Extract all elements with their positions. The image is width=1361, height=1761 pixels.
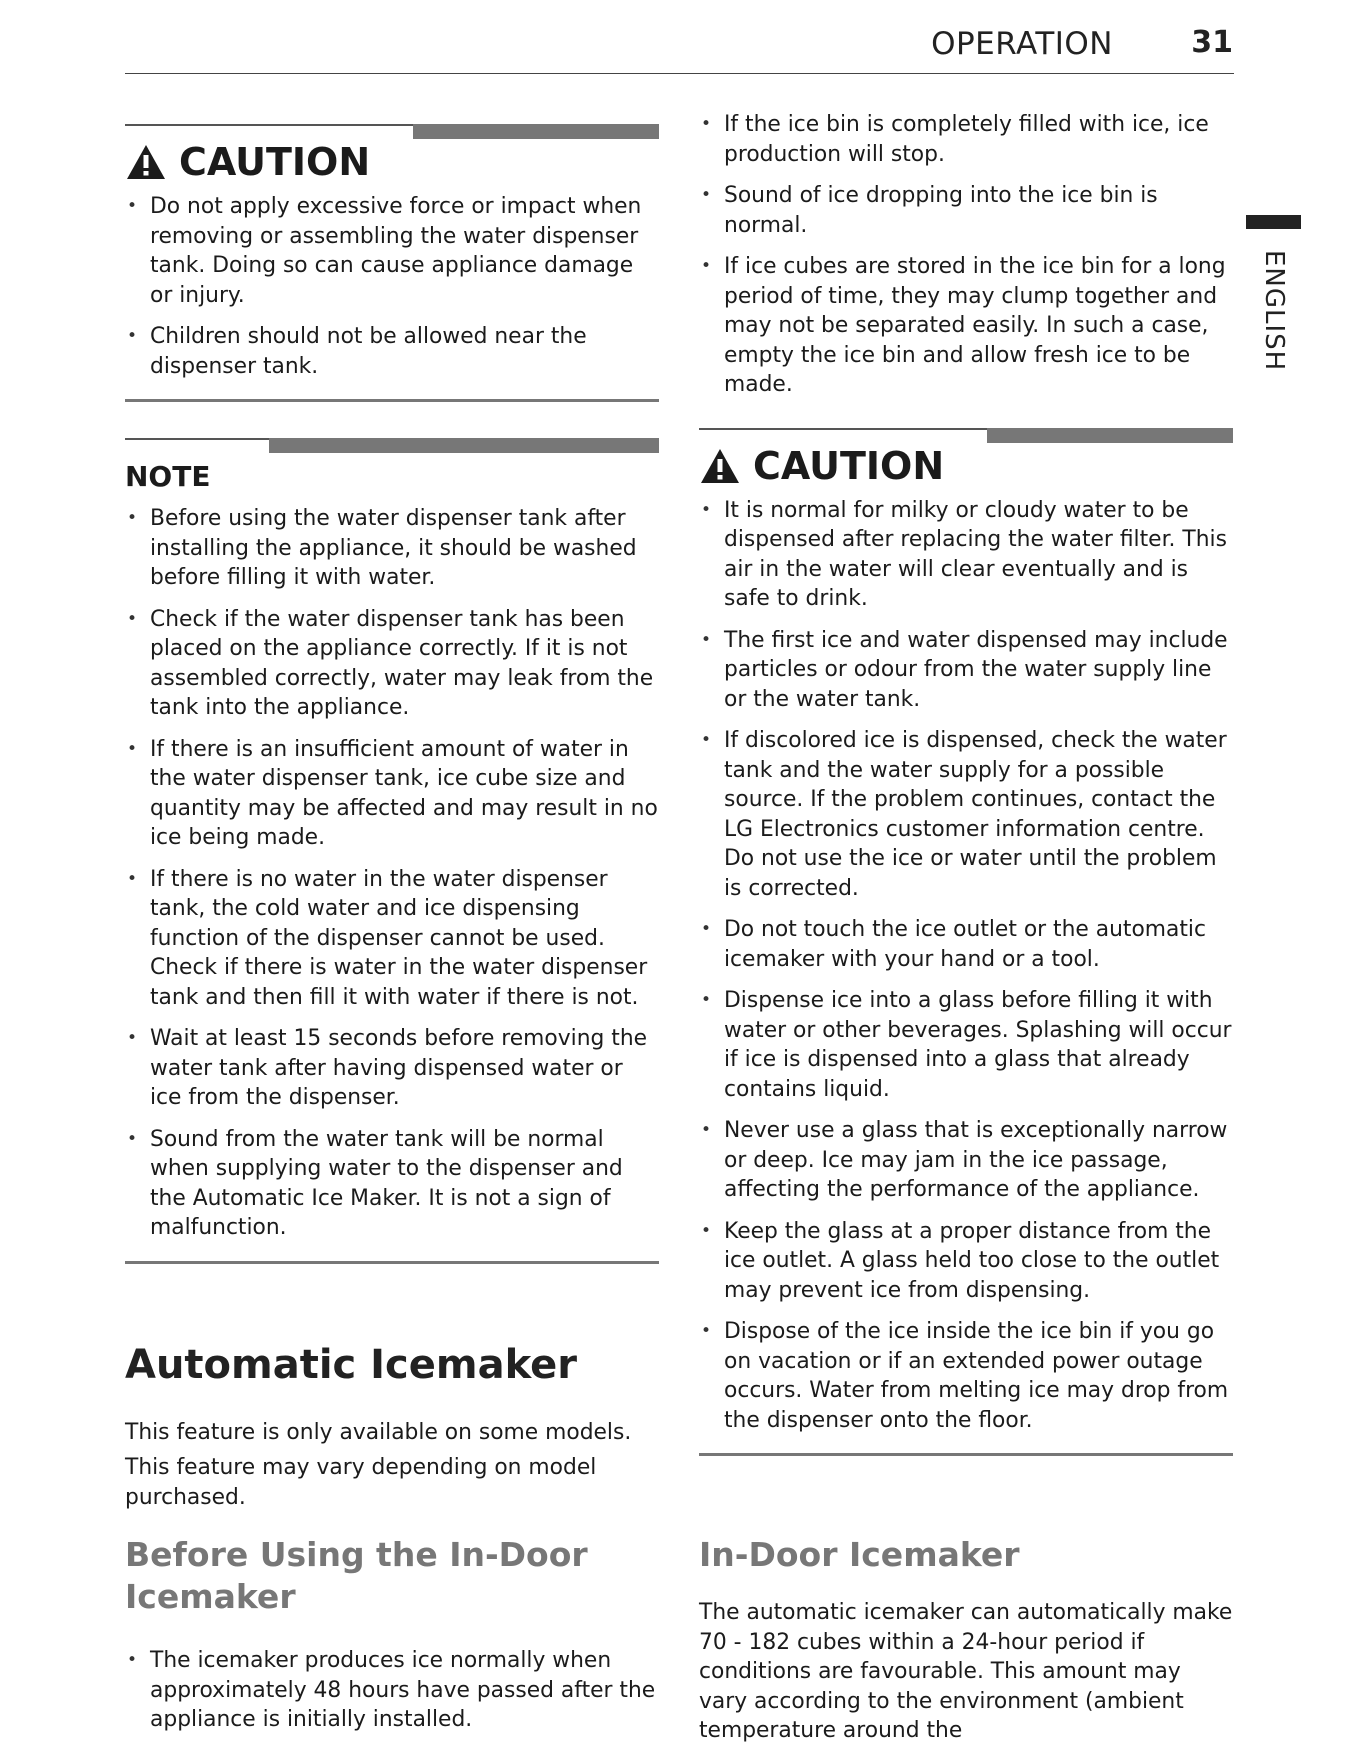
- caution-box-bottom-rule: [125, 399, 659, 402]
- left-column: [125, 122, 659, 1747]
- list-item: • If the ice bin is completely filled with ice, ice production will stop.: [699, 110, 1233, 169]
- caution-list: [699, 496, 1233, 1436]
- list-item: • If ice cubes are stored in the ice bin for a long period of time, they may clump together and may not be separated easily. In such a case, empty the ice bin and allow fresh ice to be made.: [699, 252, 1233, 400]
- caution-heading-text: CAUTION: [179, 140, 371, 184]
- caution-heading: [699, 444, 1233, 488]
- model-variation-paragraph: This feature may vary depending on model purchased.: [125, 1455, 597, 1510]
- page-number: 31: [1191, 25, 1233, 60]
- caution-box-bottom-rule: [699, 1453, 1233, 1456]
- language-tab: ENGLISH: [1259, 250, 1289, 372]
- caution-box-top-rule: [699, 426, 1233, 442]
- caution-box-top-rule: [125, 122, 659, 138]
- before-using-title: Before Using the In-Door Icemaker: [125, 1535, 588, 1616]
- availability-paragraph: This feature is only available on some models.: [125, 1419, 632, 1445]
- list-item: • Check if the water dispenser tank has been placed on the appliance correctly. If it is not assembled correctly, water may leak from the tank into the appliance.: [125, 605, 659, 723]
- note-box-top-rule: [125, 436, 659, 452]
- ice-bin-list: [699, 110, 1233, 400]
- section-title: OPERATION: [931, 26, 1113, 62]
- list-item: • Wait at least 15 seconds before removing the water tank after having dispensed water or ice from the dispenser.: [125, 1024, 659, 1113]
- list-item: • Children should not be allowed near the dispenser tank.: [125, 322, 659, 381]
- list-item: • Dispense ice into a glass before filling it with water or other beverages. Splashing will occur if ice is dispensed into a glass that already contains liquid.: [699, 986, 1233, 1104]
- list-item: • If there is an insufficient amount of water in the water dispenser tank, ice cube size and quantity may be affected and may result in no ice being made.: [125, 735, 659, 853]
- list-item: • If there is no water in the water dispenser tank, the cold water and ice dispensing function of the dispenser cannot be used. Check if there is water in the water dispenser tank and then fill it with water if there is not.: [125, 865, 659, 1013]
- before-using-list: [125, 1646, 659, 1735]
- list-item: • Never use a glass that is exceptionally narrow or deep. Ice may jam in the ice passage, affecting the performance of the appliance.: [699, 1116, 1233, 1205]
- note-box-bottom-rule: [125, 1261, 659, 1264]
- note-list: [125, 504, 659, 1243]
- caution-list: [125, 192, 659, 381]
- list-item: • The icemaker produces ice normally when approximately 48 hours have passed after the appliance is initially installed.: [125, 1646, 659, 1735]
- header-divider: [125, 73, 1234, 74]
- caution-box-2: [699, 426, 1233, 1457]
- warning-triangle-icon: [699, 447, 741, 485]
- list-item: • If discolored ice is dispensed, check the water tank and the water supply for a possible source. If the problem continues, contact the LG Electronics customer information centre. Do not use the ice or water until the problem is corrected.: [699, 726, 1233, 903]
- list-item: • Do not apply excessive force or impact when removing or assembling the water dispenser tank. Doing so can cause appliance damage or injury.: [125, 192, 659, 310]
- list-item: • Dispose of the ice inside the ice bin if you go on vacation or if an extended power outage occurs. Water from melting ice may drop from the dispenser onto the floor.: [699, 1317, 1233, 1435]
- list-item: • Keep the glass at a proper distance from the ice outlet. A glass held too close to the outlet may prevent ice from dispensing.: [699, 1217, 1233, 1306]
- list-item: • Do not touch the ice outlet or the automatic icemaker with your hand or a tool.: [699, 915, 1233, 974]
- caution-heading-text: CAUTION: [753, 443, 945, 488]
- list-item: • Before using the water dispenser tank after installing the appliance, it should be washed before filling it with water.: [125, 504, 659, 593]
- warning-triangle-icon: [125, 143, 167, 181]
- in-door-icemaker-paragraph: The automatic icemaker can automatically make 70 - 182 cubes within a 24-hour period if conditions are favourable. This amount may vary according to the environment (ambient temperature around the: [699, 1600, 1233, 1743]
- language-tab-marker: [1246, 215, 1301, 229]
- note-box: [125, 436, 659, 1264]
- caution-box-1: [125, 122, 659, 402]
- in-door-icemaker-title: In-Door Icemaker: [699, 1535, 1020, 1574]
- note-heading: NOTE: [125, 460, 211, 493]
- list-item: • Sound from the water tank will be normal when supplying water to the dispenser and the Automatic Ice Maker. It is not a sign of malfunction.: [125, 1125, 659, 1243]
- list-item: • Sound of ice dropping into the ice bin is normal.: [699, 181, 1233, 240]
- list-item: • The first ice and water dispensed may include particles or odour from the water supply line or the water tank.: [699, 626, 1233, 715]
- right-column: [699, 110, 1233, 1752]
- automatic-icemaker-title: Automatic Icemaker: [125, 1341, 577, 1388]
- list-item: • It is normal for milky or cloudy water to be dispensed after replacing the water filter. This air in the water will clear eventually and is safe to drink.: [699, 496, 1233, 614]
- caution-heading: [125, 140, 659, 184]
